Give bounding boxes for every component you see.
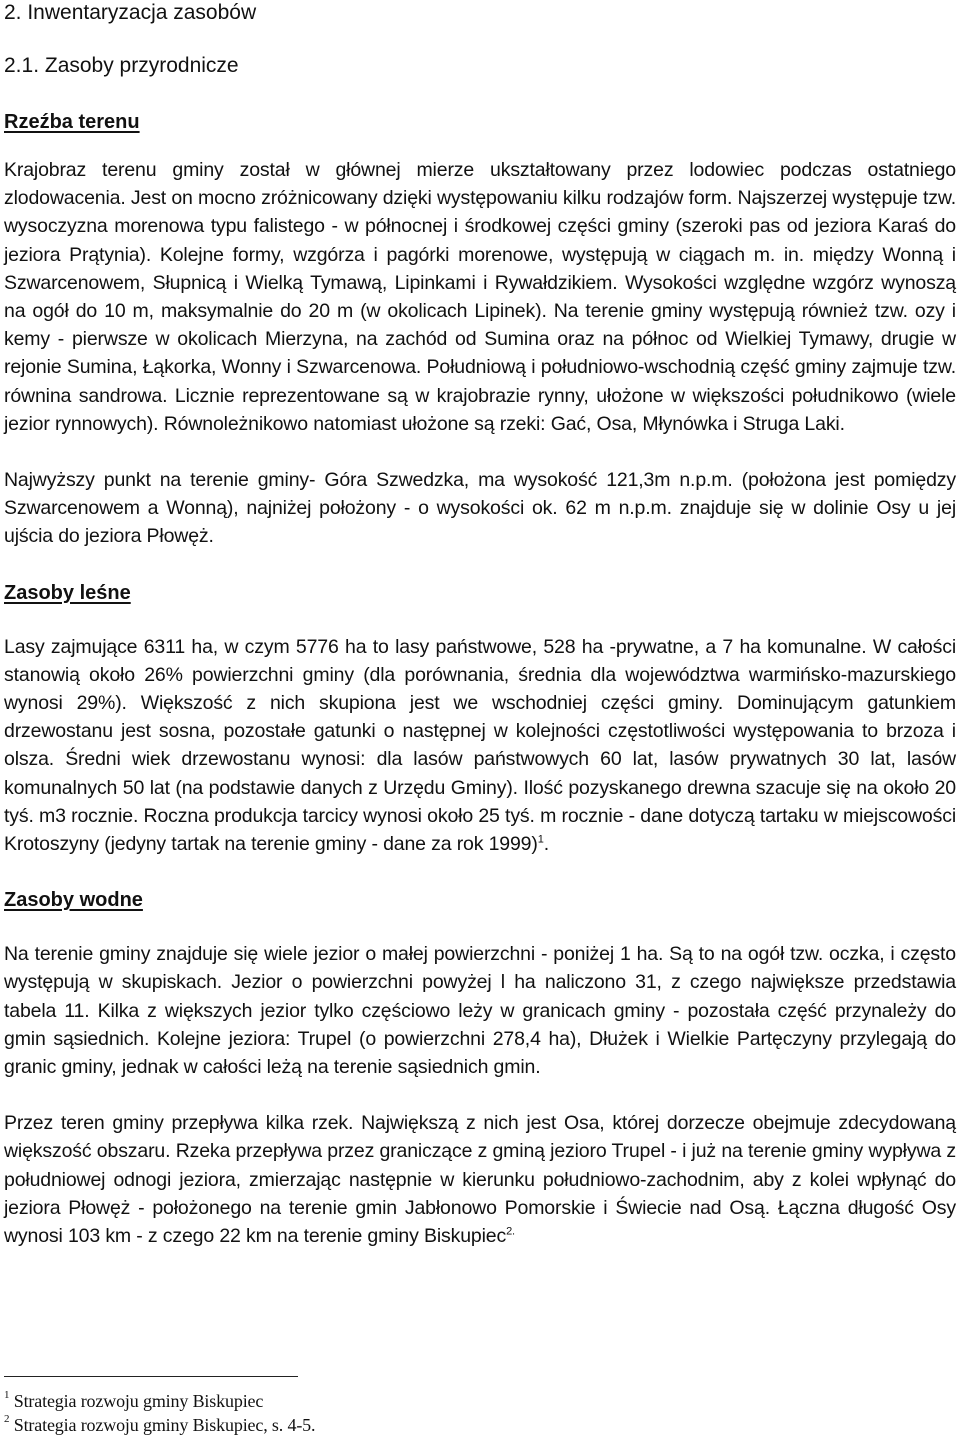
- wodne-paragraph-1: Na terenie gminy znajduje się wiele jezior o małej powierzchni - poniżej 1 ha. Są to na ogół tzw. oczka, i często występują w skupiskach. Jezior o powierzchni powyżej l ha naliczono 31, z czego największe przedstawia tabela 11. Kilka z większych jezior tylko częściowo leży w granicach gminy - pozostała część przynależy do gmin sąsiednich. Kolejne jeziora: Trupel (o powierzchni 278,4 ha), Dłużek i Wielkie Partęczyny przylegają do granic gminy, jednak w całości leżą na terenie sąsiednich gmin.: [4, 943, 956, 1079]
- chapter-heading: 2. Inwentaryzacja zasobów: [4, 1, 257, 24]
- document-page: [4, 0, 956, 1250]
- section-heading: 2.1. Zasoby przyrodnicze: [4, 54, 239, 77]
- footnote-text: Strategia rozwoju gminy Biskupiec: [13, 1391, 264, 1411]
- lesne-paragraph-end: .: [543, 833, 549, 856]
- footnote-ref-2: 2.: [506, 1225, 515, 1238]
- footnote-text: Strategia rozwoju gminy Biskupiec, s. 4-5.: [13, 1415, 316, 1435]
- subsection-wodne-title: Zasoby wodne: [4, 889, 143, 912]
- footnote-number: 2: [4, 1413, 10, 1425]
- footnote-2: [4, 1413, 956, 1437]
- rzezba-paragraph-1: Krajobraz terenu gminy został w głównej mierze ukształtowany przez lodowiec podczas ostatniego zlodowacenia. Jest on mocno zróżnicowany dzięki występowaniu kilku rodzajów form. Najszerzej występuje tzw. wysoczyzna morenowa typu falistego - w północnej i środkowej części gminy (szeroki pas od jeziora Karaś do jeziora Prątynia). Kolejne formy, wzgórza i pagórki morenowe, występują w ciągach m. in. między Wonną i Szwarcenowem, Słupnicą i Wielką Tymawą, Lipinkami i Rywałdzikiem. Wysokości względne wzgórz wynoszą na ogół do 10 m, maksymalnie do 20 m (w okolicach Lipinek). Na terenie gminy występują również tzw. ozy i kemy - pierwsze w okolicach Mierzyna, na zachód od Sumina oraz na północ od Wielkiej Tymawy, drugie w rejonie Sumina, Łąkorka, Wonny i Szwarcenowa. Południową i południowo-wschodnią część gminy zajmuje tzw. równina sandrowa. Licznie reprezentowane są w krajobrazie rynny, ułożone w większości południkowo (wiele jezior rynnowych). Równoleżnikowo natomiast ułożone są rzeki: Gać, Osa, Młynówka i Struga Laki.: [4, 159, 956, 435]
- wodne-paragraph-text: Przez teren gminy przepływa kilka rzek. Największą z nich jest Osa, której dorzecze obejmuje zdecydowaną większość obszaru. Rzeka przepływa przez graniczące z gminą jezioro Trupel - i już na terenie gminy wypływa z południowej odnogi jeziora, zmierzając następnie w kierunku południowo-zachodnim, aby z kolei wpłynąć do jeziora Płowęż - położonego na terenie gmin Jabłonowo Pomorskie i Świecie nad Osą. Łączna długość Osy wynosi 103 km - z czego 22 km na terenie gminy Biskupiec: [4, 1112, 956, 1248]
- footnotes: [4, 1376, 956, 1437]
- subsection-lesne-title: Zasoby leśne: [4, 581, 131, 604]
- rzezba-paragraph-2: Najwyższy punkt na terenie gminy- Góra Szwedzka, ma wysokość 121,3m n.p.m. (położona jest pomiędzy Szwarcenowem a Wonną), najniżej położony - o wysokości ok. 62 m n.p.m. znajduje się w dolinie Osy u jej ujścia do jeziora Płowęż.: [4, 469, 956, 548]
- lesne-paragraph-1: [4, 633, 956, 859]
- footnote-divider: [4, 1376, 298, 1377]
- wodne-paragraph-2: [4, 1109, 956, 1250]
- lesne-paragraph-text: Lasy zajmujące 6311 ha, w czym 5776 ha to lasy państwowe, 528 ha -prywatne, a 7 ha komunalne. W całości stanowią około 26% powierzchni gminy (dla porównania, średnia dla województwa warmińsko-mazurskiego wynosi 29%). Większość z nich skupiona jest we wschodniej części gminy. Dominującym gatunkiem drzewostanu jest sosna, pozostałe gatunki o następnej w kolejności częstotliwości występowania to brzoza i olsza. Średni wiek drzewostanu wynosi: dla lasów państwowych 60 lat, lasów prywatnych 30 lat, lasów komunalnych 50 lat (na podstawie danych z Urzędu Gminy). Ilość pozyskanego drewna szacuje się na około 20 tyś. m3 rocznie. Roczna produkcja tarcicy wynosi około 25 tyś. m rocznie - dane dotyczą tartaku w miejscowości Krotoszyny (jedyny tartak na terenie gminy - dane za rok 1999): [4, 635, 956, 856]
- footnote-ref-1: 1: [537, 833, 544, 846]
- subsection-rzezba-title: Rzeźba terenu: [4, 111, 140, 133]
- footnote-1: [4, 1389, 956, 1413]
- footnote-number: 1: [4, 1389, 10, 1401]
